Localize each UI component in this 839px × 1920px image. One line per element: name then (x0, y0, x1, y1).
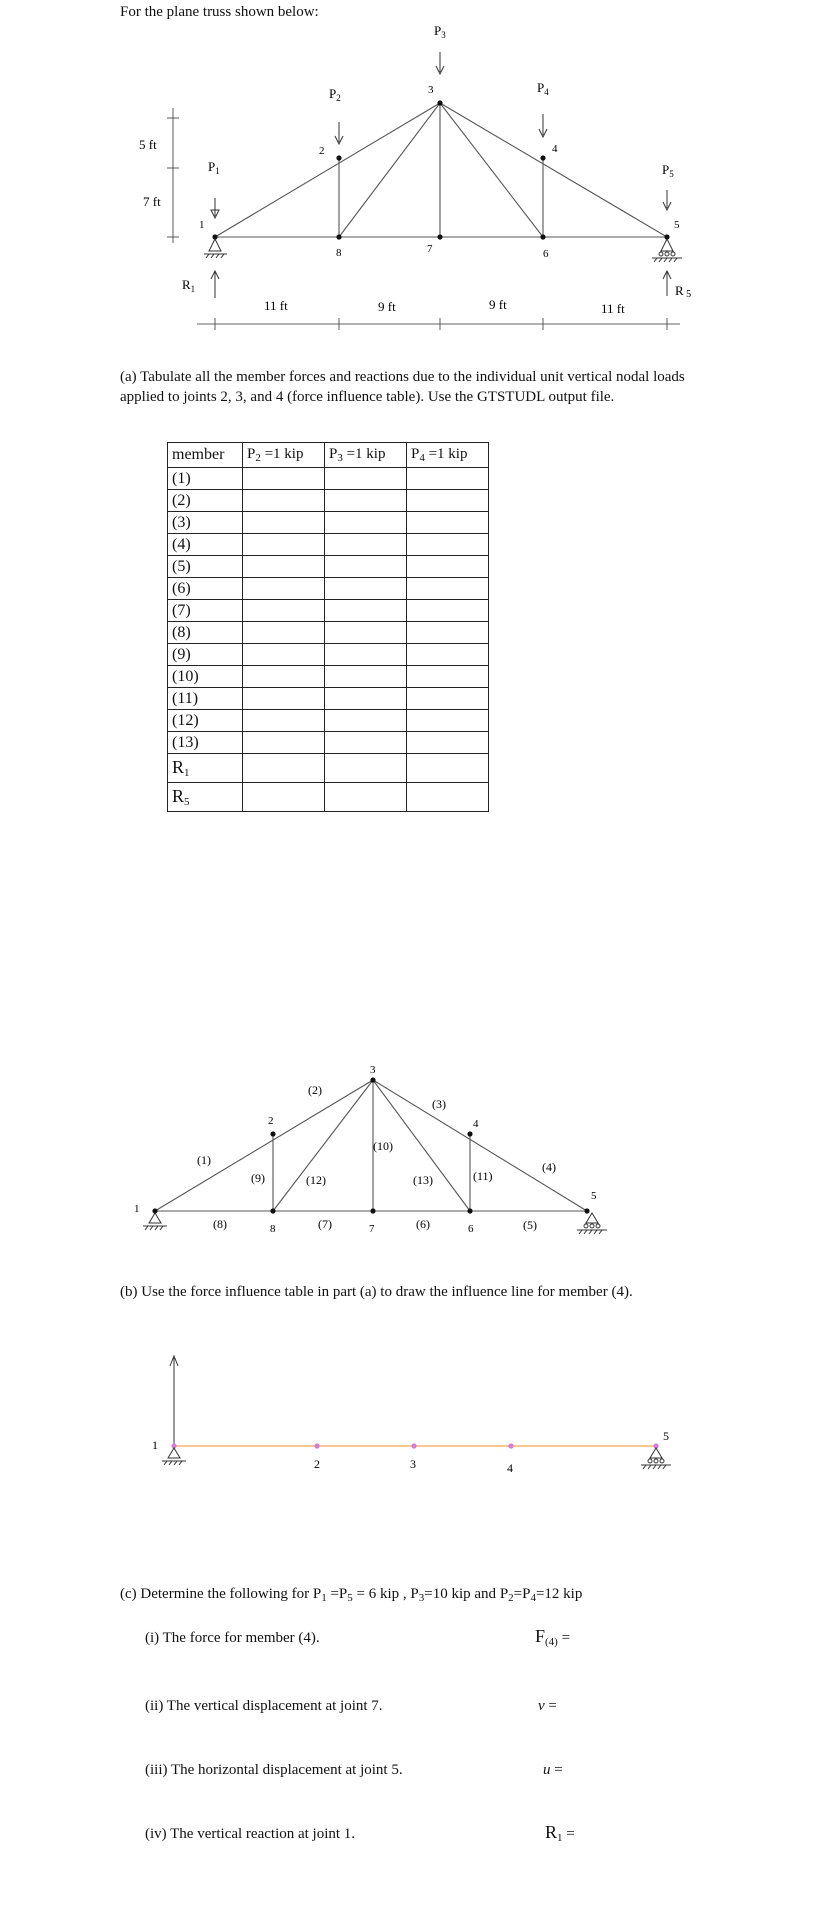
svg-text:7: 7 (427, 243, 433, 255)
svg-text:(10): (10) (373, 1139, 393, 1153)
header-p3: $P_3 =1$ kip (325, 443, 407, 468)
question-iv: (iv) The vertical reaction at joint 1. (145, 1826, 356, 1842)
svg-text:(13): (13) (413, 1173, 433, 1187)
header-p4: $P_4 =1$ kip (407, 443, 489, 468)
table-row: (5) (168, 556, 489, 578)
load-p2-label: $P_2$ (329, 86, 341, 103)
table-row: (1) (168, 468, 489, 490)
svg-text:2: 2 (319, 145, 325, 157)
table-row-r5: $R_5$ (168, 783, 489, 812)
table-row: (10) (168, 666, 489, 688)
svg-text:1: 1 (134, 1203, 140, 1215)
svg-text:3: 3 (410, 1457, 416, 1471)
header-p2: $P_2 =1$ kip (243, 443, 325, 468)
load-p3-label: $P_3$ (434, 23, 446, 40)
answer-i[interactable]: $F_{(4)}$ = (535, 1626, 571, 1648)
svg-text:(6): (6) (416, 1217, 430, 1231)
question-i: (i) The force for member (4). (145, 1630, 320, 1646)
svg-text:2: 2 (268, 1115, 274, 1127)
svg-text:(8): (8) (213, 1217, 227, 1231)
dim-9ft-right: 9 ft (489, 297, 507, 312)
reaction-r5-label: R 5 (675, 283, 692, 300)
part-a-text: (a) Tabulate all the member forces and reactions due to the individual unit vertical nodal loads applied to joints 2, 3, and 4 (force influence table). Use the GTSTUDL output file. (120, 369, 685, 405)
svg-text:(2): (2) (308, 1083, 322, 1097)
svg-text:(9): (9) (251, 1171, 265, 1185)
svg-text:4: 4 (507, 1461, 513, 1475)
answer-iv[interactable]: $R_1$ = (545, 1822, 575, 1844)
svg-text:(4): (4) (542, 1160, 556, 1174)
svg-text:1: 1 (152, 1438, 158, 1452)
table-row: (7) (168, 600, 489, 622)
dim-11ft-left: 11 ft (264, 298, 288, 313)
svg-text:5: 5 (591, 1190, 597, 1202)
svg-text:3: 3 (428, 84, 434, 96)
table-row-r1: $R_1$ (168, 754, 489, 783)
table-row: (4) (168, 534, 489, 556)
svg-text:(1): (1) (197, 1153, 211, 1167)
svg-text:8: 8 (270, 1223, 276, 1235)
table-row: (9) (168, 644, 489, 666)
svg-text:(5): (5) (523, 1218, 537, 1232)
svg-text:(3): (3) (432, 1097, 446, 1111)
header-member: member (168, 443, 243, 468)
influence-line-diagram (0, 1340, 839, 1490)
table-row: (2) (168, 490, 489, 512)
table-row: (8) (168, 622, 489, 644)
part-c-text: (c) Determine the following for $P_1 =P_5 = 6$ kip , $P_3=10$ kip and $P_2=P_4=12$ kip (120, 1586, 583, 1604)
truss-diagram-loads (0, 0, 839, 340)
table-row: (3) (168, 512, 489, 534)
load-p4-label: $P_4$ (537, 80, 549, 97)
table-row: (12) (168, 710, 489, 732)
svg-text:5: 5 (674, 219, 680, 231)
svg-text:4: 4 (473, 1118, 479, 1130)
svg-text:5: 5 (663, 1429, 669, 1443)
dim-5ft: 5 ft (139, 137, 157, 152)
question-iii: (iii) The horizontal displacement at joint 5. (145, 1762, 403, 1778)
svg-text:6: 6 (543, 248, 549, 260)
svg-text:2: 2 (314, 1457, 320, 1471)
svg-text:(7): (7) (318, 1217, 332, 1231)
part-b-text: (b) Use the force influence table in part (a) to draw the influence line for member (4). (120, 1284, 633, 1300)
svg-text:7: 7 (369, 1223, 375, 1235)
svg-text:8: 8 (336, 247, 342, 259)
svg-text:(11): (11) (473, 1169, 493, 1183)
svg-text:1: 1 (199, 219, 205, 231)
intro-text: For the plane truss shown below: (120, 4, 319, 20)
svg-text:3: 3 (370, 1064, 376, 1076)
dim-9ft-left: 9 ft (378, 299, 396, 314)
reaction-r1-label: $R_1$ (182, 277, 196, 294)
force-influence-table (167, 442, 489, 812)
dim-11ft-right: 11 ft (601, 301, 625, 316)
load-p1-label: $P_1$ (208, 159, 220, 176)
table-row: (13) (168, 732, 489, 754)
truss-diagram-members (0, 1050, 839, 1250)
answer-ii[interactable]: v = (538, 1698, 557, 1714)
table-row: (6) (168, 578, 489, 600)
svg-text:(12): (12) (306, 1173, 326, 1187)
svg-text:6: 6 (468, 1223, 474, 1235)
table-row: (11) (168, 688, 489, 710)
load-p5-label: $P_5$ (662, 162, 674, 179)
dim-7ft: 7 ft (143, 194, 161, 209)
question-ii: (ii) The vertical displacement at joint 7. (145, 1698, 383, 1714)
svg-text:4: 4 (552, 143, 558, 155)
answer-iii[interactable]: u = (543, 1762, 563, 1778)
